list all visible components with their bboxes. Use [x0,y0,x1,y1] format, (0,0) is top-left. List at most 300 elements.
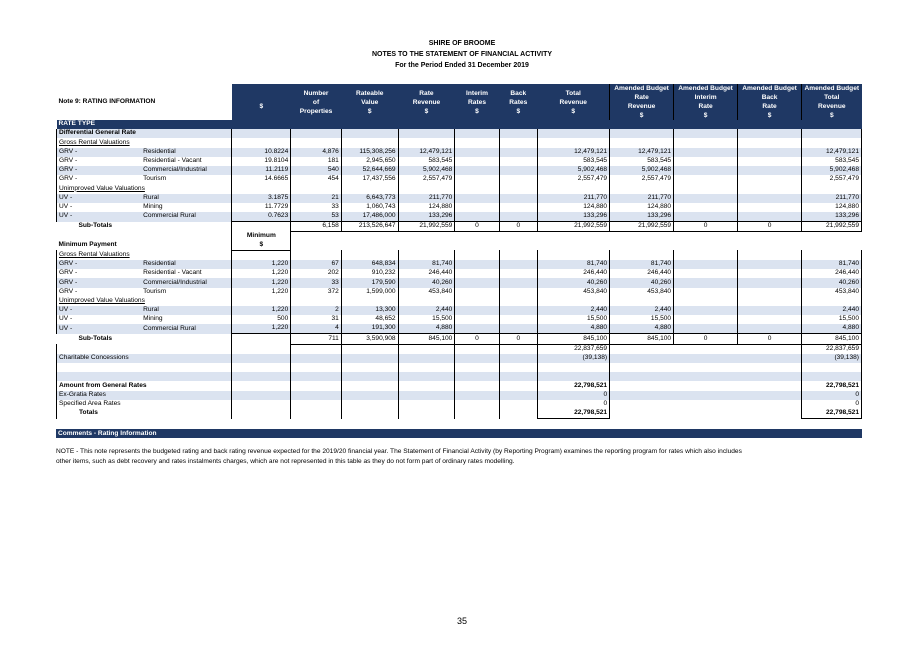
rate-type-cell [610,120,674,129]
column-header-line: Total [565,89,581,97]
subtotal-rr: 21,992,559 [398,222,455,232]
value-tr: 2,557,479 [537,175,609,184]
value-abt: 2,557,479 [802,175,862,184]
value-ir [455,203,499,212]
subtotal-row [57,222,862,232]
empty-cell [802,297,862,306]
empty-cell [802,129,862,138]
column-header-line: Rate [762,103,777,110]
column-header-line: Amended Budget [614,85,669,92]
value-rr: 2,440 [398,306,455,315]
value-props: 31 [291,315,342,324]
rate-type-cell [802,120,862,129]
column-header [674,84,738,120]
empty-cell [341,138,398,147]
table-row [57,278,862,287]
empty-cell [499,381,537,390]
subtotal-abi: 0 [674,334,738,344]
value-props: 454 [291,175,342,184]
empty-cell [455,138,499,147]
value-tr: 583,545 [537,157,609,166]
table-row [57,212,862,222]
value-abb [738,175,802,184]
empty-cell [738,372,802,381]
column-header-line: Rates [509,98,528,106]
subtotal-row [57,334,862,344]
empty-cell [341,363,398,372]
grand-subtotal-row [57,344,862,354]
empty-cell [802,138,862,147]
column-header-line: $ [424,107,429,115]
empty-cell [455,232,499,251]
empty-cell [341,354,398,363]
spacer-row [57,363,862,372]
value-rv: 1,599,000 [341,288,398,297]
table-row [57,166,862,175]
column-header-line: Rate [634,94,649,101]
grand-subtotal-row-label [57,344,232,354]
value-rate: 1,220 [232,269,291,278]
specified-area-row-budget-total: 0 [802,400,862,409]
value-tr: 81,740 [537,260,609,269]
column-header-line: $ [829,112,834,119]
column-header-line: $ [639,112,644,119]
empty-cell [455,400,499,409]
empty-cell [291,363,342,372]
rate-code: GRV - [57,260,142,269]
value-abt: 583,545 [802,157,862,166]
ex-gratia-row-label: Ex-Gratia Rates [57,391,232,400]
value-abt: 12,479,121 [802,148,862,157]
empty-cell [232,138,291,147]
value-ir [455,269,499,278]
empty-cell [455,250,499,260]
value-br [499,203,537,212]
amount-general-row-budget-total: 22,798,521 [802,381,862,390]
spacer-row-2-budget-total [802,372,862,381]
empty-cell [674,250,738,260]
value-abr: 5,902,468 [610,166,674,175]
column-header-line: Total [824,94,840,101]
ex-gratia-row-total-revenue: 0 [537,391,609,400]
value-rr: 453,840 [398,288,455,297]
value-abi [674,166,738,175]
value-rr: 15,500 [398,315,455,324]
rating-note [56,447,846,467]
column-header-line: $ [516,107,521,115]
subtotal-ir: 0 [455,334,499,344]
empty-cell [499,232,537,251]
empty-cell [455,354,499,363]
value-ir [455,148,499,157]
empty-cell [291,138,342,147]
value-rate: 1,220 [232,288,291,297]
empty-cell [738,354,802,363]
value-br [499,212,537,222]
value-props: 67 [291,260,342,269]
valuation-heading: Gross Rental Valuations [57,250,232,260]
value-abr: 133,296 [610,212,674,222]
empty-cell [537,250,609,260]
column-header [291,84,342,120]
value-br [499,194,537,203]
value-rr: 81,740 [398,260,455,269]
value-br [499,175,537,184]
value-tr: 211,770 [537,194,609,203]
value-rate: 1,220 [232,306,291,315]
table-row [57,288,862,297]
empty-cell [674,372,738,381]
value-rate: 19.8104 [232,157,291,166]
rate-type-cell [738,120,802,129]
empty-cell [499,138,537,147]
rate-code: GRV - [57,278,142,287]
column-header-line: Amended Budget [742,85,797,92]
empty-cell [232,381,291,390]
column-header-line: Rateable [355,89,384,97]
ex-gratia-row [57,391,862,400]
subtotal-br: 0 [499,222,537,232]
value-br [499,288,537,297]
subtotal-abi: 0 [674,222,738,232]
sub-heading-row [57,184,862,193]
rate-description: Commercial Rural [143,212,196,220]
empty-cell [674,391,738,400]
column-header [499,84,537,120]
value-abi [674,203,738,212]
minimum-title: Minimum Payment [58,241,117,249]
empty-cell [291,184,342,193]
value-abi [674,269,738,278]
empty-cell [455,297,499,306]
subtotal-props: 711 [291,334,342,344]
value-rr: 4,880 [398,324,455,334]
value-br [499,166,537,175]
value-abb [738,260,802,269]
value-props: 33 [291,203,342,212]
rate-type-cell [674,120,738,129]
rate-code: UV - [57,203,142,212]
charitable-row [57,354,862,363]
amount-general-row-label: Amount from General Rates [57,381,232,390]
totals-row-label: Totals [57,409,232,419]
sub-heading-row [57,250,862,260]
ex-gratia-row-budget-total: 0 [802,391,862,400]
column-header-line: Rates [468,98,486,106]
column-header-line: Revenue [818,103,846,110]
valuation-heading: Unimproved Value Valuations [57,184,232,193]
value-abi [674,148,738,157]
value-abr: 211,770 [610,194,674,203]
grand-subtotal-row-budget-total: 22,837,659 [802,344,862,354]
value-abi [674,175,738,184]
rate-description: Commercial/Industrial [143,166,207,174]
table-row [57,148,862,157]
empty-cell [455,184,499,193]
subtotal-tr: 845,100 [537,334,609,344]
column-header-line: $ [475,107,479,115]
subtotal-abt: 845,100 [802,334,862,344]
column-header [398,84,455,120]
empty-cell [291,129,342,138]
note-title: Note 9: RATING INFORMATION [58,97,156,105]
subtotal-props: 6,158 [291,222,342,232]
empty-cell [738,391,802,400]
value-rv: 17,437,556 [341,175,398,184]
value-abb [738,157,802,166]
empty-cell [537,138,609,147]
value-abt: 453,840 [802,288,862,297]
rate-type-label: RATE TYPE [57,120,232,129]
empty-cell [291,344,342,354]
header-row [57,84,862,120]
value-tr: 133,296 [537,212,609,222]
value-ir [455,212,499,222]
comments-heading: Comments - Rating Information [56,429,862,438]
empty-cell [499,372,537,381]
empty-cell [610,372,674,381]
value-rv: 179,590 [341,278,398,287]
value-rv: 6,643,773 [341,194,398,203]
spacer-row-2 [57,372,862,381]
subtotal-abr: 21,992,559 [610,222,674,232]
empty-cell [802,232,862,251]
empty-cell [610,391,674,400]
empty-cell [499,391,537,400]
rate-description: Rural [143,193,159,201]
column-header [537,84,609,120]
value-props: 21 [291,194,342,203]
value-ir [455,288,499,297]
empty-cell [499,344,537,354]
subtotal-br: 0 [499,334,537,344]
value-abi [674,288,738,297]
value-br [499,306,537,315]
amount-general-row-total-revenue: 22,798,521 [537,381,609,390]
empty-cell [499,250,537,260]
column-header-line: Back [761,94,778,101]
value-rate: 14.6665 [232,175,291,184]
column-header-line: Amended Budget [804,85,860,92]
subtotal-ir: 0 [455,222,499,232]
empty-cell [674,409,738,419]
empty-cell [291,372,342,381]
table-row [57,260,862,269]
note-line-2: other items, such as debt recovery and rates instalments charges, which are not represented in this table as they do not form part of ordinary rates modelling. [56,458,515,465]
value-abt: 15,500 [802,315,862,324]
subtotal-rv: 213,526,647 [341,222,398,232]
column-header-line: Revenue [412,98,441,106]
value-props: 372 [291,288,342,297]
value-abb [738,278,802,287]
column-header-line: $ [703,112,708,119]
value-props: 181 [291,157,342,166]
grand-subtotal-row-total-revenue: 22,837,659 [537,344,609,354]
empty-cell [341,184,398,193]
specified-area-row-total-revenue: 0 [537,400,609,409]
rate-description: Mining [143,202,163,210]
empty-cell [341,232,398,251]
value-ir [455,157,499,166]
empty-cell [291,297,342,306]
column-header [802,84,862,120]
empty-cell [610,344,674,354]
column-header-line: Number [303,89,329,97]
rate-code: GRV - [57,157,142,166]
value-props: 33 [291,278,342,287]
table-row [57,306,862,315]
amount-general-row [57,381,862,390]
value-props: 53 [291,212,342,222]
empty-cell [499,184,537,193]
empty-cell [738,250,802,260]
empty-cell [537,129,609,138]
rate-type-cell [232,120,291,129]
value-abi [674,260,738,269]
column-header [341,84,398,120]
rate-type-cell [291,120,342,129]
specified-area-row-label: Specified Area Rates [57,400,232,409]
empty-cell [398,250,455,260]
rate-description: Mining [143,315,163,323]
charitable-row-label: Charitable Concessions [57,354,232,363]
empty-cell [291,400,342,409]
value-rv: 2,945,650 [341,157,398,166]
value-ir [455,175,499,184]
value-rate: 11.7729 [232,203,291,212]
column-header-line: Value [361,98,379,106]
subtotal-abr: 845,100 [610,334,674,344]
column-header-line: $ [767,112,772,119]
rate-description: Tourism [143,287,167,295]
column-header [455,84,499,120]
value-rv: 13,300 [341,306,398,315]
empty-cell [232,372,291,381]
value-props: 2 [291,306,342,315]
rate-type-cell [455,120,499,129]
empty-cell [499,129,537,138]
value-rate: 11.2119 [232,166,291,175]
rate-code: GRV - [57,269,142,278]
empty-cell [674,344,738,354]
empty-cell [232,297,291,306]
empty-cell [398,363,455,372]
empty-cell [341,129,398,138]
empty-cell [674,138,738,147]
empty-cell [398,344,455,354]
value-tr: 4,880 [537,324,609,334]
empty-cell [398,400,455,409]
empty-cell [232,409,291,419]
empty-cell [674,400,738,409]
spacer-row-total-revenue [537,363,609,372]
empty-cell [455,344,499,354]
minimum-header-row [57,232,862,251]
empty-cell [232,400,291,409]
value-abi [674,157,738,166]
subtotal-abb: 0 [738,222,802,232]
spacer-row-2-label [57,372,232,381]
empty-cell [610,250,674,260]
value-props: 540 [291,166,342,175]
value-rr: 133,296 [398,212,455,222]
rate-description: Residential - Vacant [143,156,202,164]
subtotal-abt: 21,992,559 [802,222,862,232]
empty-cell [291,232,342,251]
empty-cell [291,381,342,390]
rate-type-cell [499,120,537,129]
value-tr: 12,479,121 [537,148,609,157]
empty-cell [738,297,802,306]
empty-cell [610,354,674,363]
specified-area-row [57,400,862,409]
value-abt: 2,440 [802,306,862,315]
charitable-row-budget-total: (39,138) [802,354,862,363]
empty-cell [232,391,291,400]
minimum-column-label [232,232,291,251]
value-abr: 40,260 [610,278,674,287]
rate-description: Residential [143,147,176,155]
empty-cell [610,400,674,409]
value-abi [674,324,738,334]
empty-cell [341,372,398,381]
empty-cell [341,381,398,390]
empty-cell [232,334,291,344]
column-header-line: Rate [698,103,713,110]
empty-cell [232,354,291,363]
empty-cell [398,297,455,306]
column-header [738,84,802,120]
empty-cell [610,138,674,147]
value-abt: 124,880 [802,203,862,212]
rate-description: Tourism [143,175,167,183]
value-rate: 1,220 [232,260,291,269]
value-abi [674,315,738,324]
value-rr: 211,770 [398,194,455,203]
empty-cell [291,409,342,419]
value-abt: 5,902,468 [802,166,862,175]
empty-cell [610,381,674,390]
rate-code: GRV - [57,148,142,157]
report-title: NOTES TO THE STATEMENT OF FINANCIAL ACTIVITY [371,51,553,58]
sub-heading-row [57,138,862,147]
empty-cell [232,129,291,138]
empty-cell [341,250,398,260]
value-rv: 648,834 [341,260,398,269]
value-abb [738,288,802,297]
value-rr: 2,557,479 [398,175,455,184]
table-row [57,315,862,324]
column-header-line: Interim [466,89,488,97]
value-tr: 40,260 [537,278,609,287]
table-row [57,269,862,278]
empty-cell [674,363,738,372]
empty-cell [499,354,537,363]
empty-cell [398,409,455,419]
empty-cell [738,381,802,390]
subtotal-label: Sub-Totals [57,222,232,232]
value-tr: 15,500 [537,315,609,324]
value-abr: 124,880 [610,203,674,212]
empty-cell [738,409,802,419]
empty-cell [398,381,455,390]
empty-cell [738,344,802,354]
value-rate: 0.7623 [232,212,291,222]
value-rate: 1,220 [232,324,291,334]
value-rv: 1,060,743 [341,203,398,212]
rate-code: UV - [57,306,142,315]
value-abt: 246,440 [802,269,862,278]
